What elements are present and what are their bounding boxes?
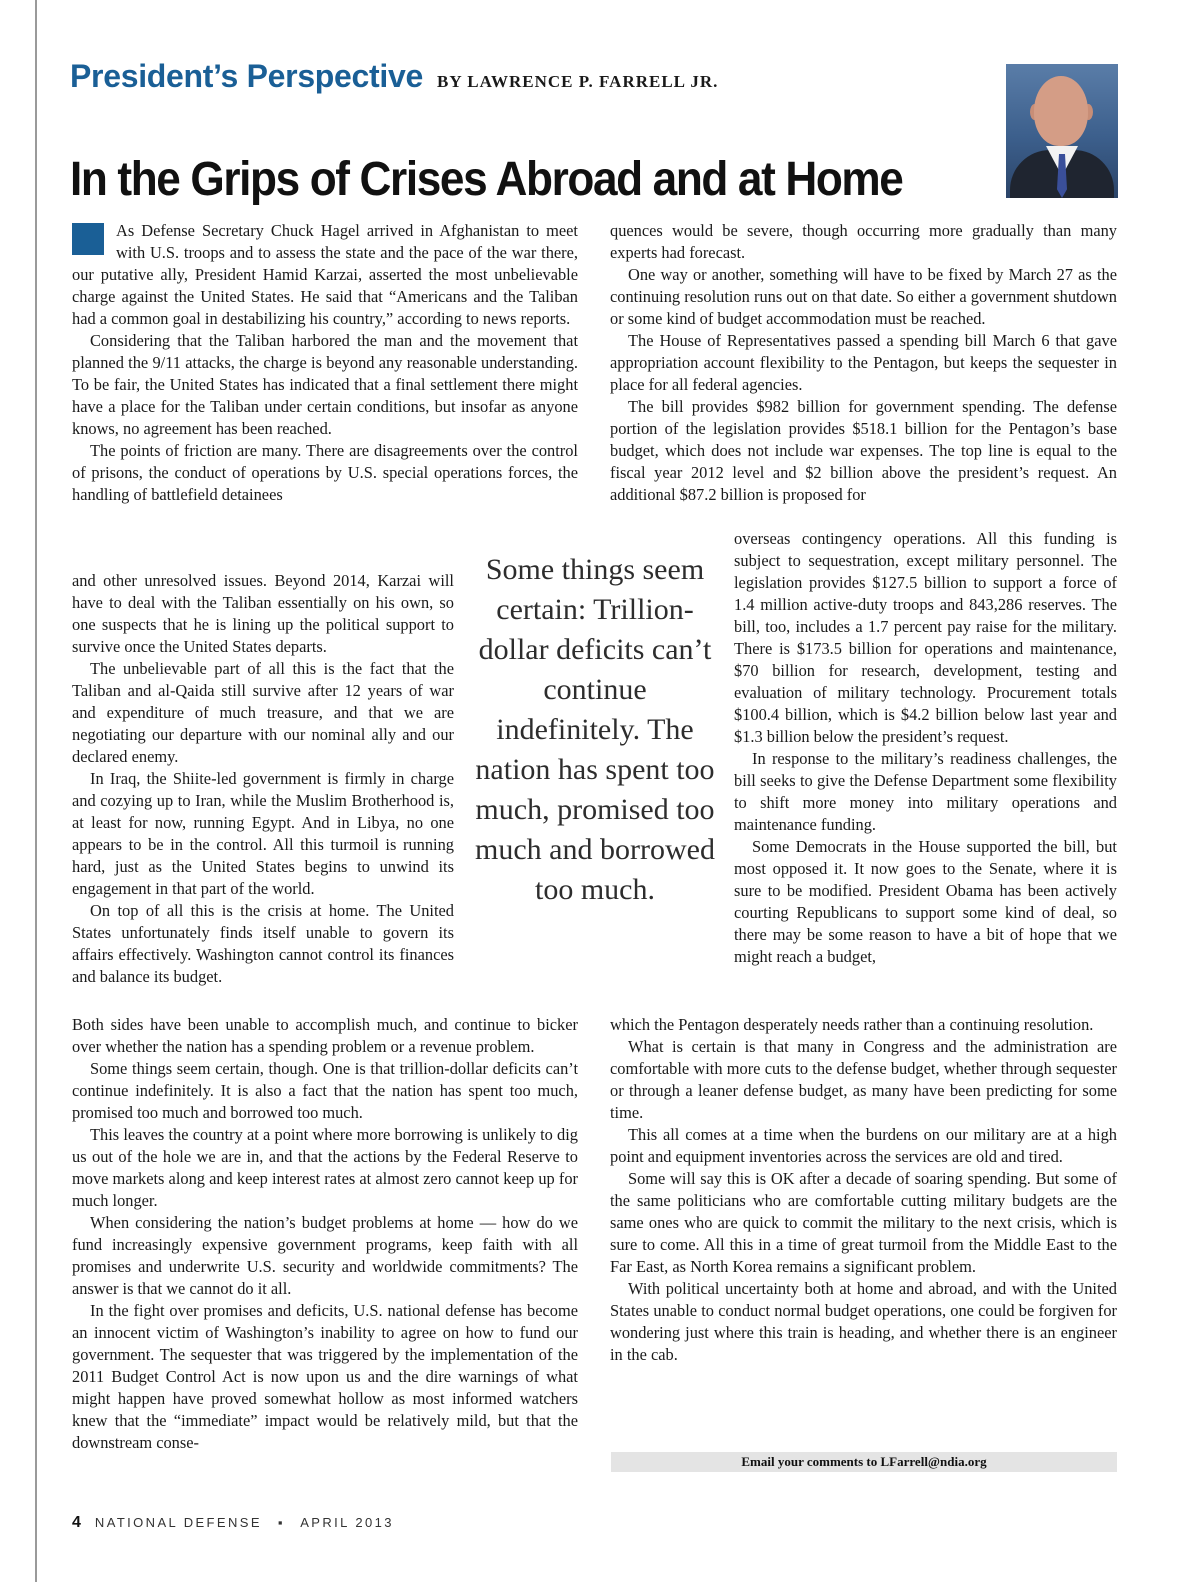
article-column-2-narrow <box>734 528 1117 968</box>
paragraph: In Iraq, the Shiite-led government is firmly in charge and cozying up to Iran, while the Muslim Brotherhood is, at least for now, running Egypt. And in Libya, no one appears to be in the control. All this turmoil is running hard, just as the United States begins to unwind its engagement in that part of the world. <box>72 769 454 898</box>
paragraph: and other unresolved issues. Beyond 2014, Karzai will have to deal with the Taliban essentially on his own, so one suspects that he is lining up the political support to survive once the United States departs. <box>72 571 454 656</box>
article-column-2-bottom <box>610 1014 1117 1366</box>
email-prefix: Email your comments to <box>741 1454 881 1469</box>
paragraph: overseas contingency operations. All this funding is subject to sequestration, except military personnel. The legislation provides $127.5 billion to support a force of 1.4 million active-duty troops and 843,286 reserves. The bill, too, includes a 1.7 percent pay raise for the military. There is $173.5 billion for operations and maintenance, $70 billion for research, development, testing and evaluation of military technology. Procurement totals $100.4 billion, which is $4.2 billion below last year and $1.3 billion below the president’s request. <box>734 529 1117 746</box>
footer-separator: ▪ <box>277 1515 285 1530</box>
pull-quote: Some things seem certain: Trillion-dollar deficits can’t continue indefinitely. The nation has spent too much, promised too much and borrowed too much. <box>475 553 715 906</box>
paragraph: What is certain is that many in Congress and the administration are comfortable with more cuts to the defense budget, whether through sequester or through a leaner defense budget, as many have been predicting for some time. <box>610 1037 1117 1122</box>
paragraph: Both sides have been unable to accomplish much, and continue to bicker over whether the nation has a spending problem or a revenue problem. <box>72 1015 578 1056</box>
paragraph: quences would be severe, though occurring more gradually than many experts had forecast. <box>610 221 1117 262</box>
section-header <box>70 58 718 95</box>
article-column-1-narrow <box>72 570 454 988</box>
paragraph: One way or another, something will have to be fixed by March 27 as the continuing resolution runs out on that date. So either a government shutdown or some kind of budget accommodation must be reached. <box>610 265 1117 328</box>
paragraph: The bill provides $982 billion for government spending. The defense portion of the legislation provides $518.1 billion for the Pentagon’s base budget, which does not include war expenses. The top line is equal to the fiscal year 2012 level and $2 billion above the president’s request. An additional $87.2 billion is proposed for <box>610 397 1117 504</box>
page-number: 4 <box>72 1514 81 1531</box>
paragraph: The points of friction are many. There are disagreements over the control of prisons, the conduct of operations by U.S. special operations forces, the handling of battlefield detainees <box>72 441 578 504</box>
paragraph: This all comes at a time when the burdens on our military are at a high point and equipment inventories across the services are old and tired. <box>610 1125 1117 1166</box>
paragraph: The unbelievable part of all this is the fact that the Taliban and al-Qaida still survive after 12 years of war and expenditure of much treasure, and that we are negotiating our departure with our nominal ally and our declared enemy. <box>72 659 454 766</box>
email-comments-bar <box>611 1452 1117 1472</box>
page-margin-rule <box>35 0 37 1582</box>
issue-date: APRIL 2013 <box>300 1515 394 1530</box>
paragraph: which the Pentagon desperately needs rather than a continuing resolution. <box>610 1015 1094 1034</box>
article-column-1-top <box>72 220 578 506</box>
paragraph: Considering that the Taliban harbored the man and the movement that planned the 9/11 attacks, the charge is beyond any reasonable understanding. To be fair, the United States has indicated that a final settlement there might have a place for the Taliban under certain conditions, but insofar as anyone knows, no agreement has been reached. <box>72 331 578 438</box>
paragraph: As Defense Secretary Chuck Hagel arrived in Afghanistan to meet with U.S. troops and to assess the state and the pace of the war there, our putative ally, President Hamid Karzai, asserted the most unbelievable charge against the United States. He said that “Americans and the Taliban had a common goal in destabilizing his country,” according to news reports. <box>72 221 578 328</box>
publication-name: NATIONAL DEFENSE <box>94 1515 262 1530</box>
email-link[interactable]: LFarrell@ndia.org <box>880 1454 987 1469</box>
portrait-head <box>1034 76 1088 146</box>
paragraph: Some Democrats in the House supported the bill, but most opposed it. It now goes to the Senate, where it is sure to be modified. President Obama has been actively courting Republicans to support some kind of deal, so there may be some reason to have a bit of hope that we might reach a budget, <box>734 837 1117 966</box>
article-column-2-top <box>610 220 1117 506</box>
paragraph: When considering the nation’s budget problems at home — how do we fund increasingly expensive government programs, keep faith with all promises and underwrite U.S. security and worldwide commitments? The answer is that we cannot do it all. <box>72 1213 578 1298</box>
paragraph: In the fight over promises and deficits, U.S. national defense has become an innocent victim of Washington’s inability to agree on how to fund our government. The sequester that was triggered by the implementation of the 2011 Budget Control Act is now upon us and the dire warnings of what might happen have proved somewhat hollow as most informed watchers knew that the “immediate” impact would be relatively mild, but that the downstream conse- <box>72 1301 578 1452</box>
paragraph: On top of all this is the crisis at home. The United States unfortunately finds itself unable to govern its affairs effectively. Washington cannot control its finances and balance its budget. <box>72 901 454 986</box>
page-footer <box>72 1514 394 1532</box>
byline: BY LAWRENCE P. FARRELL JR. <box>437 72 719 91</box>
paragraph: Some things seem certain, though. One is that trillion-dollar deficits can’t continue indefinitely. It is also a fact that the nation has spent too much, promised too much and borrowed too much. <box>72 1059 578 1122</box>
paragraph: Some will say this is OK after a decade of soaring spending. But some of the same politicians who are comfortable cutting military budgets are the same ones who are quick to commit the military to the next crisis, which is sure to come. All this in a time of great turmoil from the Middle East to the Far East, as North Korea remains a significant problem. <box>610 1169 1117 1276</box>
article-column-1-bottom <box>72 1014 578 1454</box>
headline: In the Grips of Crises Abroad and at Home <box>70 153 903 206</box>
dropcap-square <box>72 223 104 255</box>
author-portrait <box>1006 64 1118 198</box>
paragraph: The House of Representatives passed a spending bill March 6 that gave appropriation account flexibility to the Pentagon, but keeps the sequester in place for all federal agencies. <box>610 331 1117 394</box>
paragraph: With political uncertainty both at home and abroad, and with the United States unable to conduct normal budget operations, one could be forgiven for wondering just where this train is heading, and whether there is an engineer in the cab. <box>610 1279 1117 1364</box>
section-title: President’s Perspective <box>70 58 423 94</box>
paragraph: In response to the military’s readiness challenges, the bill seeks to give the Defense Department some flexibility to shift more money into military operations and maintenance funding. <box>734 749 1117 834</box>
paragraph: This leaves the country at a point where more borrowing is unlikely to dig us out of the hole we are in, and that the actions by the Federal Reserve to move markets along and keep interest rates at almost zero cannot keep up for much longer. <box>72 1125 578 1210</box>
